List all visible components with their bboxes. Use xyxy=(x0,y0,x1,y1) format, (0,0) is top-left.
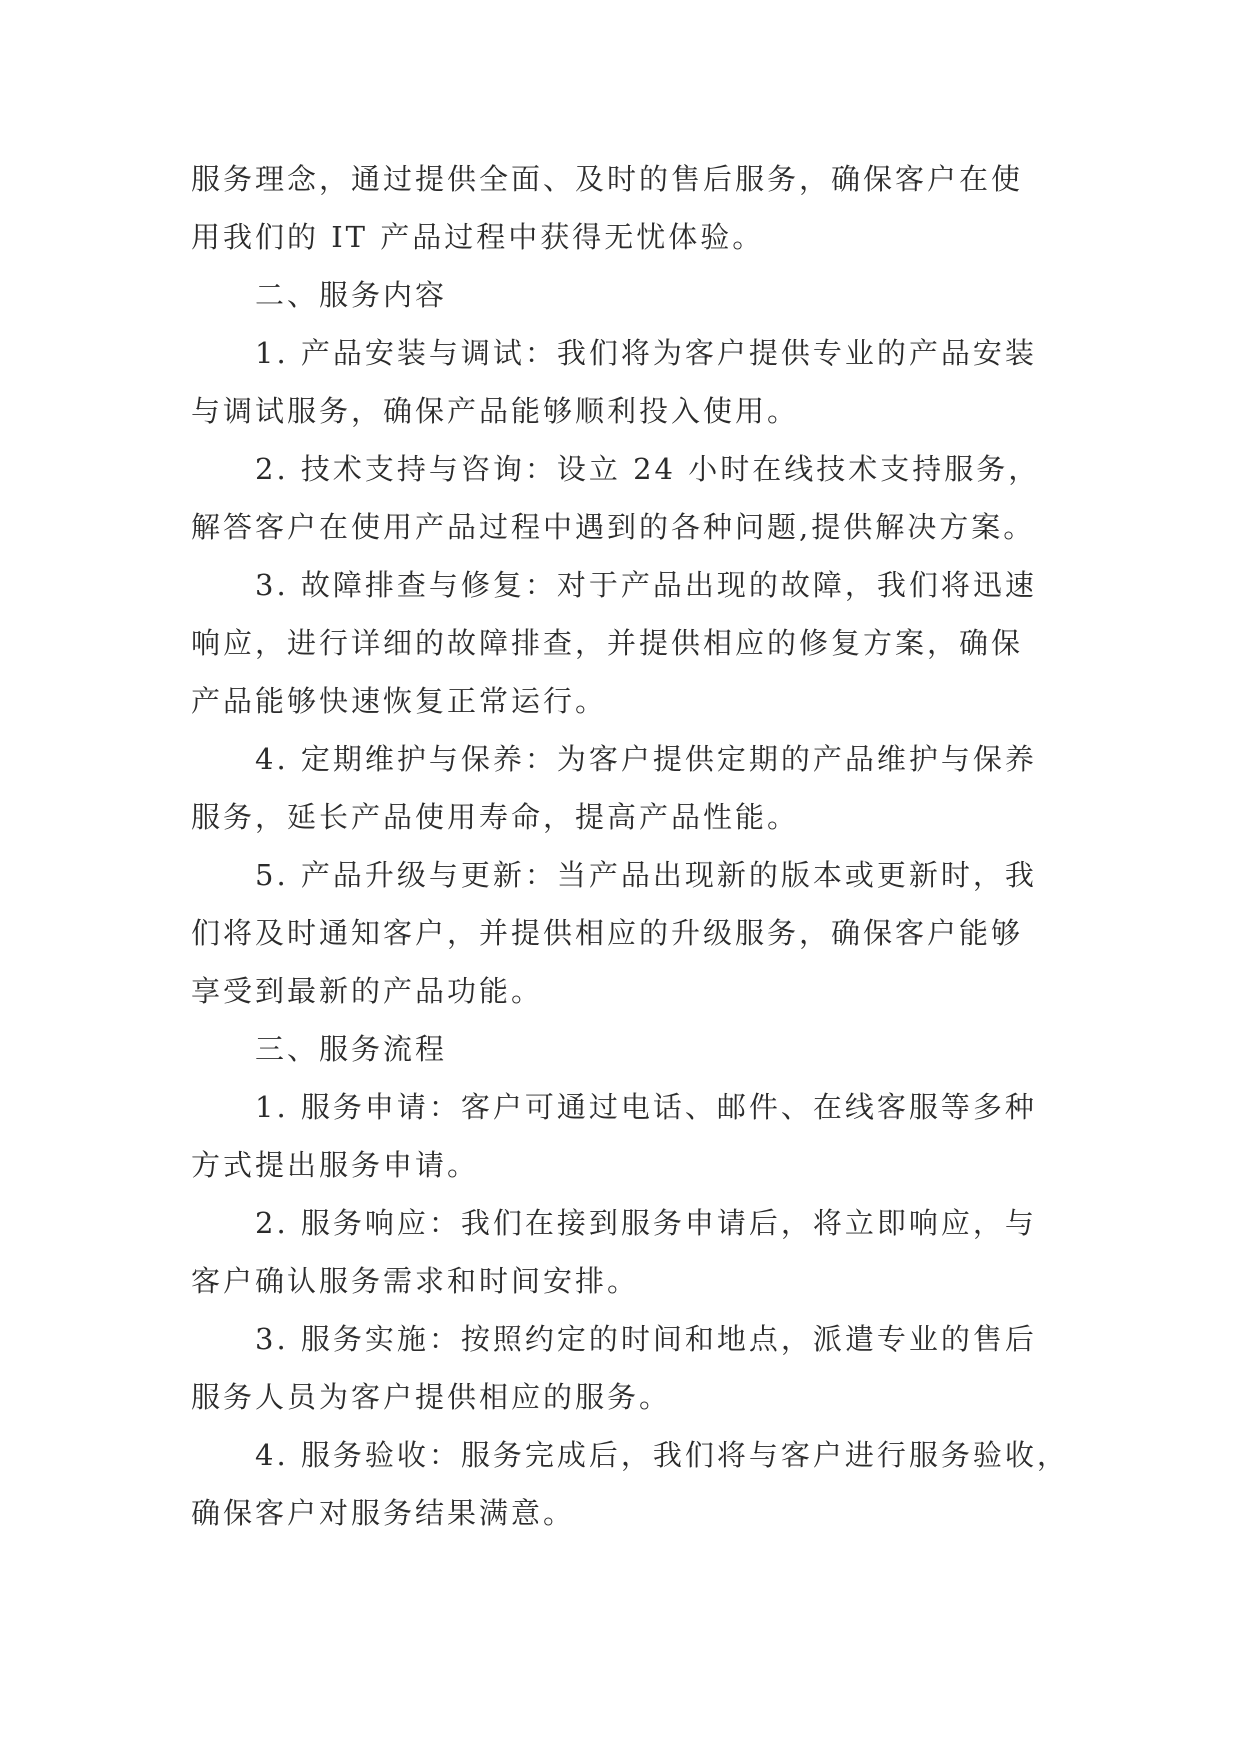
text-line: 产品能够快速恢复正常运行。 xyxy=(191,684,608,718)
text-line: 4. 定期维护与保养：为客户提供定期的产品维护与保养 xyxy=(255,742,1037,776)
section-heading-service-content: 二、服务内容 xyxy=(255,278,448,312)
section-heading-service-process: 三、服务流程 xyxy=(255,1032,448,1066)
text-line: 1. 产品安装与调试：我们将为客户提供专业的产品安装 xyxy=(255,336,1037,370)
text-line: 们将及时通知客户，并提供相应的升级服务，确保客户能够 xyxy=(191,916,1024,950)
text-line: 服务人员为客户提供相应的服务。 xyxy=(191,1380,672,1414)
text-line: 2. 技术支持与咨询：设立 24 小时在线技术支持服务， xyxy=(255,452,1041,486)
text-line: 响应，进行详细的故障排查，并提供相应的修复方案，确保 xyxy=(191,626,1024,660)
text-line: 客户确认服务需求和时间安排。 xyxy=(191,1264,640,1298)
text-line: 2. 服务响应：我们在接到服务申请后，将立即响应，与 xyxy=(255,1206,1037,1240)
text-line: 与调试服务，确保产品能够顺利投入使用。 xyxy=(191,394,800,428)
text-line: 确保客户对服务结果满意。 xyxy=(191,1496,576,1530)
text-line: 3. 故障排查与修复：对于产品出现的故障，我们将迅速 xyxy=(255,568,1037,602)
text-line: 3. 服务实施：按照约定的时间和地点，派遣专业的售后 xyxy=(255,1322,1037,1356)
text-line: 服务理念，通过提供全面、及时的售后服务，确保客户在使 xyxy=(191,162,1024,196)
text-line: 5. 产品升级与更新：当产品出现新的版本或更新时，我 xyxy=(255,858,1037,892)
text-line: 解答客户在使用产品过程中遇到的各种问题,提供解决方案。 xyxy=(191,510,1036,544)
text-line: 用我们的 IT 产品过程中获得无忧体验。 xyxy=(191,220,765,254)
text-line: 1. 服务申请：客户可通过电话、邮件、在线客服等多种 xyxy=(255,1090,1037,1124)
text-line: 方式提出服务申请。 xyxy=(191,1148,480,1182)
document-body xyxy=(191,150,1069,1542)
text-line: 享受到最新的产品功能。 xyxy=(191,974,544,1008)
text-line: 服务，延长产品使用寿命，提高产品性能。 xyxy=(191,800,800,834)
text-line: 4. 服务验收：服务完成后，我们将与客户进行服务验收， xyxy=(255,1438,1069,1472)
